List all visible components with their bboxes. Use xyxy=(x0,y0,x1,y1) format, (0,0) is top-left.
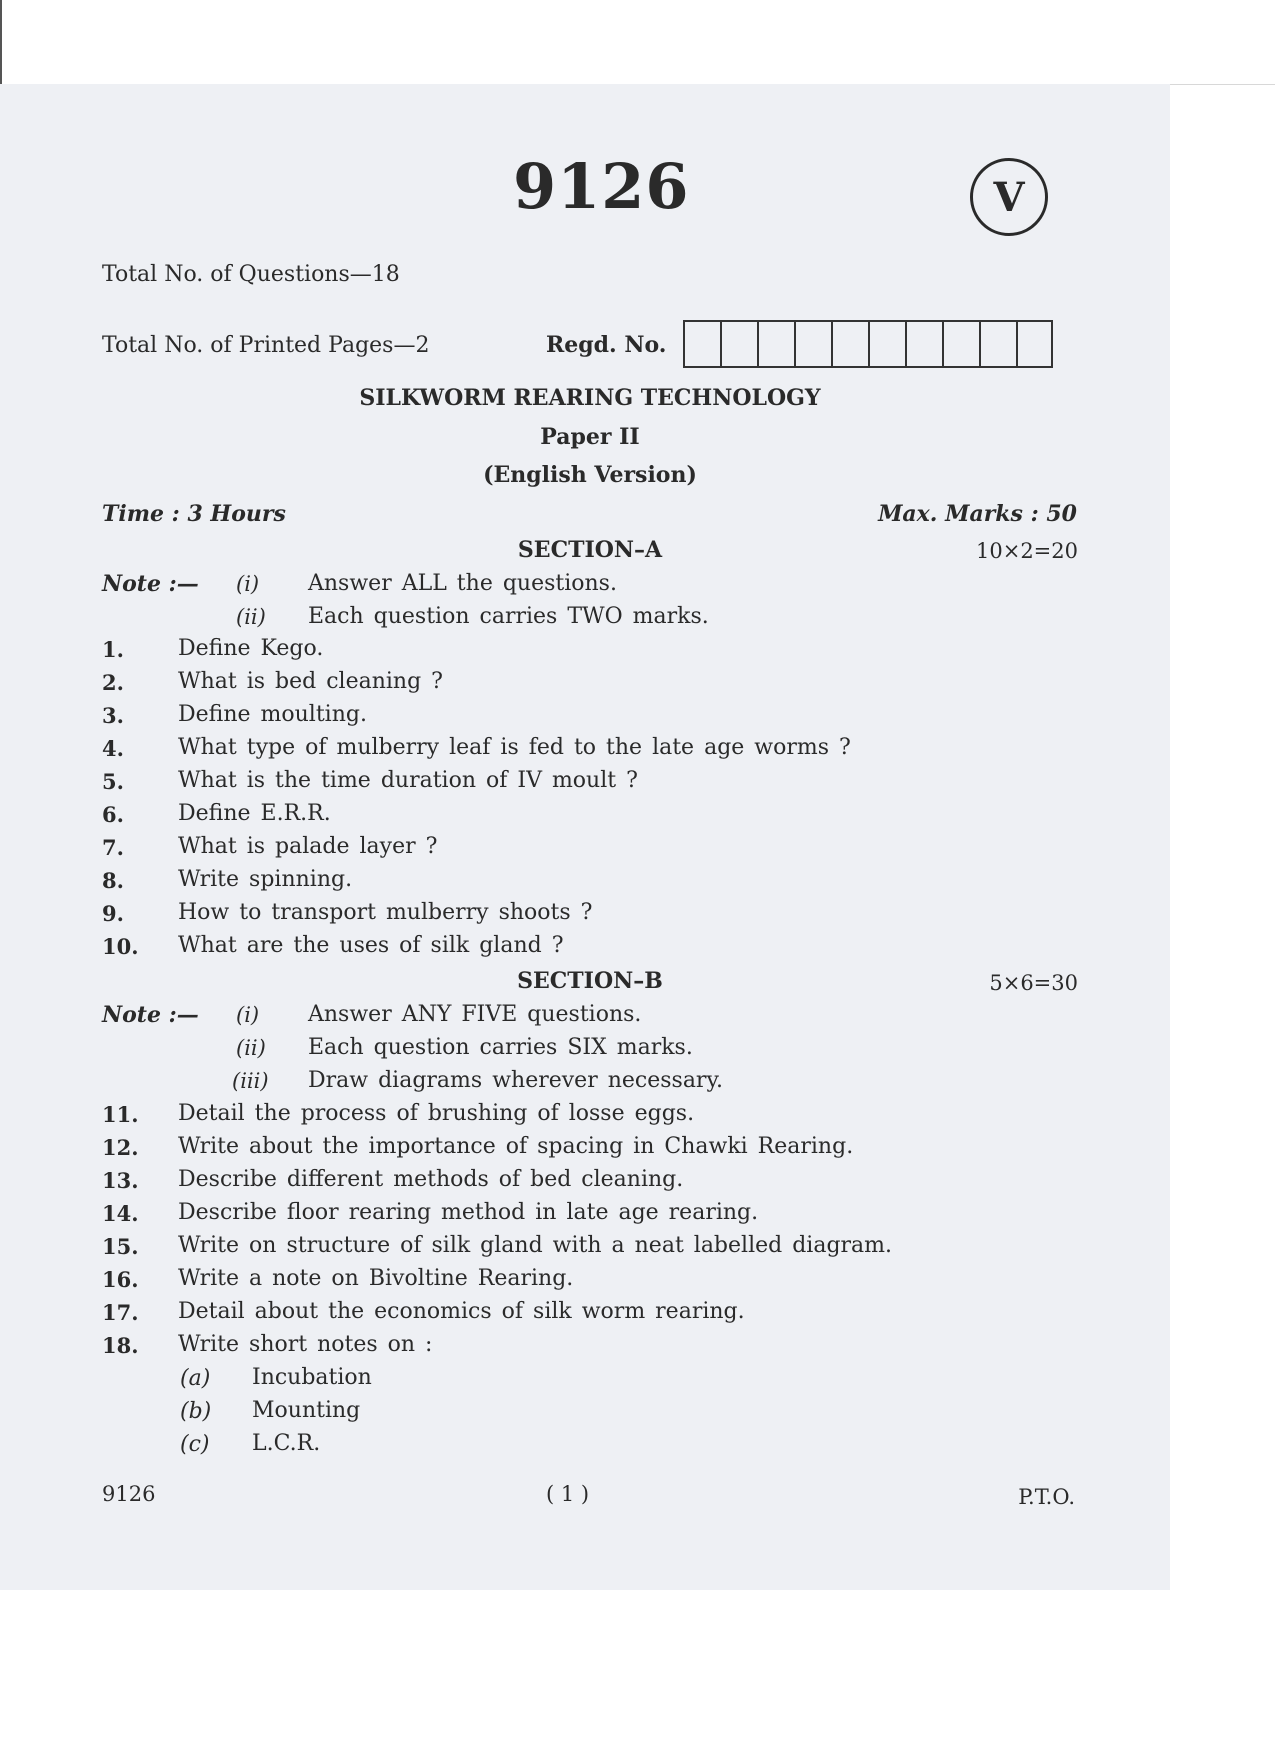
note-text: Answer ANY FIVE questions. xyxy=(308,1002,642,1027)
question-number: 1. xyxy=(102,637,124,662)
question-number: 3. xyxy=(102,703,124,728)
note-number: (ii) xyxy=(236,1036,266,1060)
question-number: 8. xyxy=(102,868,124,893)
question-text: What is bed cleaning ? xyxy=(178,669,443,694)
note-text: Answer ALL the questions. xyxy=(308,571,617,596)
footer-page-number: ( 1 ) xyxy=(546,1482,590,1506)
question-text: Define moulting. xyxy=(178,702,367,727)
question-text: Detail about the economics of silk worm rearing. xyxy=(178,1299,745,1324)
note-number: (i) xyxy=(236,572,260,596)
section-b-note-label: Note :— xyxy=(102,1002,199,1028)
regd-no-boxes xyxy=(683,320,1053,368)
question-number: 18. xyxy=(102,1333,139,1358)
note-number: (ii) xyxy=(236,605,266,629)
question-number: 16. xyxy=(102,1267,139,1292)
question-text: What are the uses of silk gland ? xyxy=(178,933,564,958)
version-badge: V xyxy=(970,158,1048,236)
question-text: Write about the importance of spacing in Chawki Rearing. xyxy=(178,1134,854,1159)
time-allowed: Time : 3 Hours xyxy=(102,501,286,527)
note-text: Each question carries TWO marks. xyxy=(308,604,709,629)
footer-paper-code: 9126 xyxy=(102,1482,156,1506)
scan-top-margin xyxy=(0,0,1275,85)
question-number: 5. xyxy=(102,769,124,794)
question-text: How to transport mulberry shoots ? xyxy=(178,900,593,925)
total-questions: Total No. of Questions—18 xyxy=(102,262,400,287)
question-text: What is palade layer ? xyxy=(178,834,438,859)
question-text: What type of mulberry leaf is fed to the late age worms ? xyxy=(178,735,851,760)
question-number: 10. xyxy=(102,934,139,959)
sub-part-text: L.C.R. xyxy=(252,1431,321,1456)
question-text: Detail the process of brushing of losse eggs. xyxy=(178,1101,695,1126)
note-number: (i) xyxy=(236,1003,260,1027)
note-number: (iii) xyxy=(232,1069,269,1093)
paper-number: Paper II xyxy=(540,424,640,450)
question-number: 14. xyxy=(102,1201,139,1226)
language-version: (English Version) xyxy=(483,462,697,488)
question-number: 11. xyxy=(102,1102,139,1127)
note-text: Each question carries SIX marks. xyxy=(308,1035,693,1060)
question-number: 7. xyxy=(102,835,124,860)
footer-pto: P.T.O. xyxy=(1018,1485,1075,1509)
sub-part-label: (c) xyxy=(180,1432,210,1457)
question-number: 4. xyxy=(102,736,124,761)
question-text: Write a note on Bivoltine Rearing. xyxy=(178,1266,574,1291)
question-text: Write short notes on : xyxy=(178,1332,433,1357)
section-a-title: SECTION–A xyxy=(517,537,663,563)
question-text: Write on structure of silk gland with a neat labelled diagram. xyxy=(178,1233,893,1258)
sub-part-label: (a) xyxy=(180,1366,211,1391)
question-number: 6. xyxy=(102,802,124,827)
exam-paper-page xyxy=(0,84,1170,1590)
total-pages: Total No. of Printed Pages—2 xyxy=(102,333,430,358)
question-number: 13. xyxy=(102,1168,139,1193)
sub-part-text: Incubation xyxy=(252,1365,372,1390)
scan-left-edge xyxy=(0,0,2,84)
max-marks: Max. Marks : 50 xyxy=(878,501,1077,527)
section-a-note-label: Note :— xyxy=(102,571,199,597)
section-a-marks: 10×2=20 xyxy=(976,539,1078,563)
question-text: Describe floor rearing method in late age rearing. xyxy=(178,1200,759,1225)
section-b-title: SECTION–B xyxy=(517,968,663,994)
question-text: Write spinning. xyxy=(178,867,353,892)
question-text: Define E.R.R. xyxy=(178,801,331,826)
paper-code-heading: 9126 xyxy=(513,150,690,223)
question-number: 15. xyxy=(102,1234,139,1259)
question-text: What is the time duration of IV moult ? xyxy=(178,768,638,793)
question-text: Describe different methods of bed cleaning. xyxy=(178,1167,684,1192)
question-number: 2. xyxy=(102,670,124,695)
sub-part-label: (b) xyxy=(180,1399,212,1424)
section-b-marks: 5×6=30 xyxy=(989,971,1078,995)
note-text: Draw diagrams wherever necessary. xyxy=(308,1068,723,1093)
question-text: Define Kego. xyxy=(178,636,324,661)
question-number: 12. xyxy=(102,1135,139,1160)
question-number: 17. xyxy=(102,1300,139,1325)
question-number: 9. xyxy=(102,901,124,926)
subject-title: SILKWORM REARING TECHNOLOGY xyxy=(359,385,821,411)
regd-no-label: Regd. No. xyxy=(546,332,667,358)
sub-part-text: Mounting xyxy=(252,1398,361,1423)
